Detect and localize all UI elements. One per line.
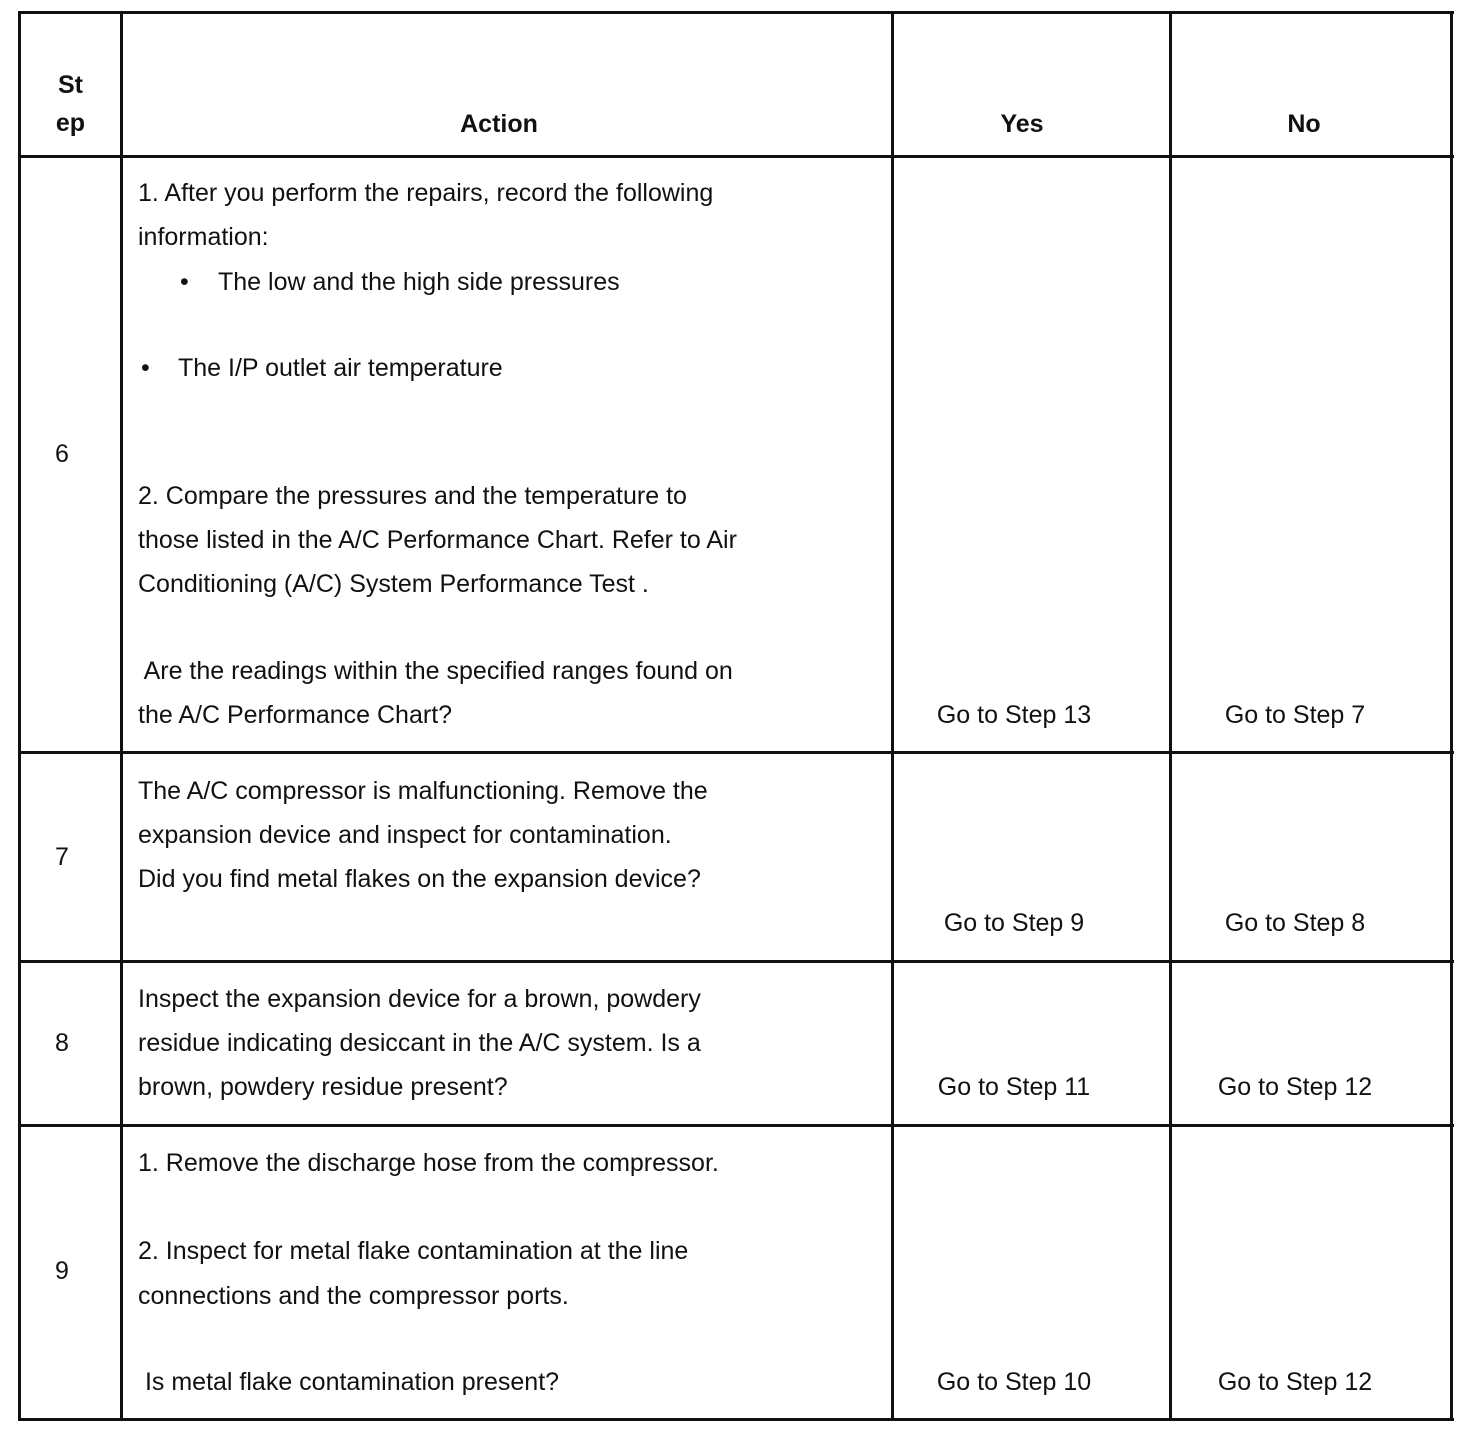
step6-action-line5: 2. Compare the pressures and the temperature to <box>138 482 687 510</box>
row-divider-8-9 <box>18 1124 1454 1127</box>
step9-action-line3: connections and the compressor ports. <box>138 1282 569 1310</box>
step-number-9: 9 <box>55 1257 69 1285</box>
step6-action-line1: 1. After you perform the repairs, record the following <box>138 179 714 207</box>
step8-action-line2: residue indicating desiccant in the A/C system. Is a <box>138 1029 701 1057</box>
header-action: Action <box>460 110 538 138</box>
table-border-bottom <box>18 1418 1454 1421</box>
step6-action-line8: Are the readings within the specified ranges found on <box>138 657 733 685</box>
header-no: No <box>1287 110 1321 138</box>
row-divider-6-7 <box>18 751 1454 754</box>
step-number-7: 7 <box>55 843 69 871</box>
step6-action-line7: Conditioning (A/C) System Performance Test . <box>138 570 649 598</box>
column-divider-step-action <box>120 11 123 1421</box>
table-border-top <box>18 11 1454 14</box>
step7-action-line3: Did you find metal flakes on the expansion device? <box>138 865 701 893</box>
row-divider-7-8 <box>18 960 1454 963</box>
table-border-right <box>1450 11 1453 1421</box>
step9-action-line2: 2. Inspect for metal flake contamination at the line <box>138 1237 689 1265</box>
header-step-line1: St <box>58 71 83 99</box>
step8-action-line3: brown, powdery residue present? <box>138 1073 508 1101</box>
step6-action-line4: The I/P outlet air temperature <box>178 354 503 382</box>
step9-yes: Go to Step 10 <box>936 1368 1092 1396</box>
step-number-6: 6 <box>55 440 69 468</box>
step8-action-line1: Inspect the expansion device for a brown, powdery <box>138 985 701 1013</box>
step7-action-line2: expansion device and inspect for contamination. <box>138 821 672 849</box>
bullet-icon: • <box>180 268 189 296</box>
step6-no: Go to Step 7 <box>1224 701 1366 729</box>
step9-action-line1: 1. Remove the discharge hose from the compressor. <box>138 1149 719 1177</box>
step6-yes: Go to Step 13 <box>936 701 1092 729</box>
step9-no: Go to Step 12 <box>1217 1368 1373 1396</box>
step7-action-line1: The A/C compressor is malfunctioning. Remove the <box>138 777 708 805</box>
table-border-left <box>18 11 21 1421</box>
header-yes: Yes <box>1000 110 1044 138</box>
step8-yes: Go to Step 11 <box>937 1073 1091 1101</box>
step6-action-line6: those listed in the A/C Performance Chart. Refer to Air <box>138 526 737 554</box>
bullet-icon: • <box>141 354 150 382</box>
step6-action-line2: information: <box>138 223 269 251</box>
step8-no: Go to Step 12 <box>1217 1073 1373 1101</box>
step7-yes: Go to Step 9 <box>943 909 1085 937</box>
header-step <box>21 66 120 142</box>
step6-action-line3: The low and the high side pressures <box>218 268 620 296</box>
step7-no: Go to Step 8 <box>1224 909 1366 937</box>
header-step-line2: ep <box>55 109 86 137</box>
step-number-8: 8 <box>55 1029 69 1057</box>
step9-action-line4: Is metal flake contamination present? <box>138 1368 560 1396</box>
header-divider <box>18 155 1454 158</box>
step6-action-line9: the A/C Performance Chart? <box>138 701 453 729</box>
